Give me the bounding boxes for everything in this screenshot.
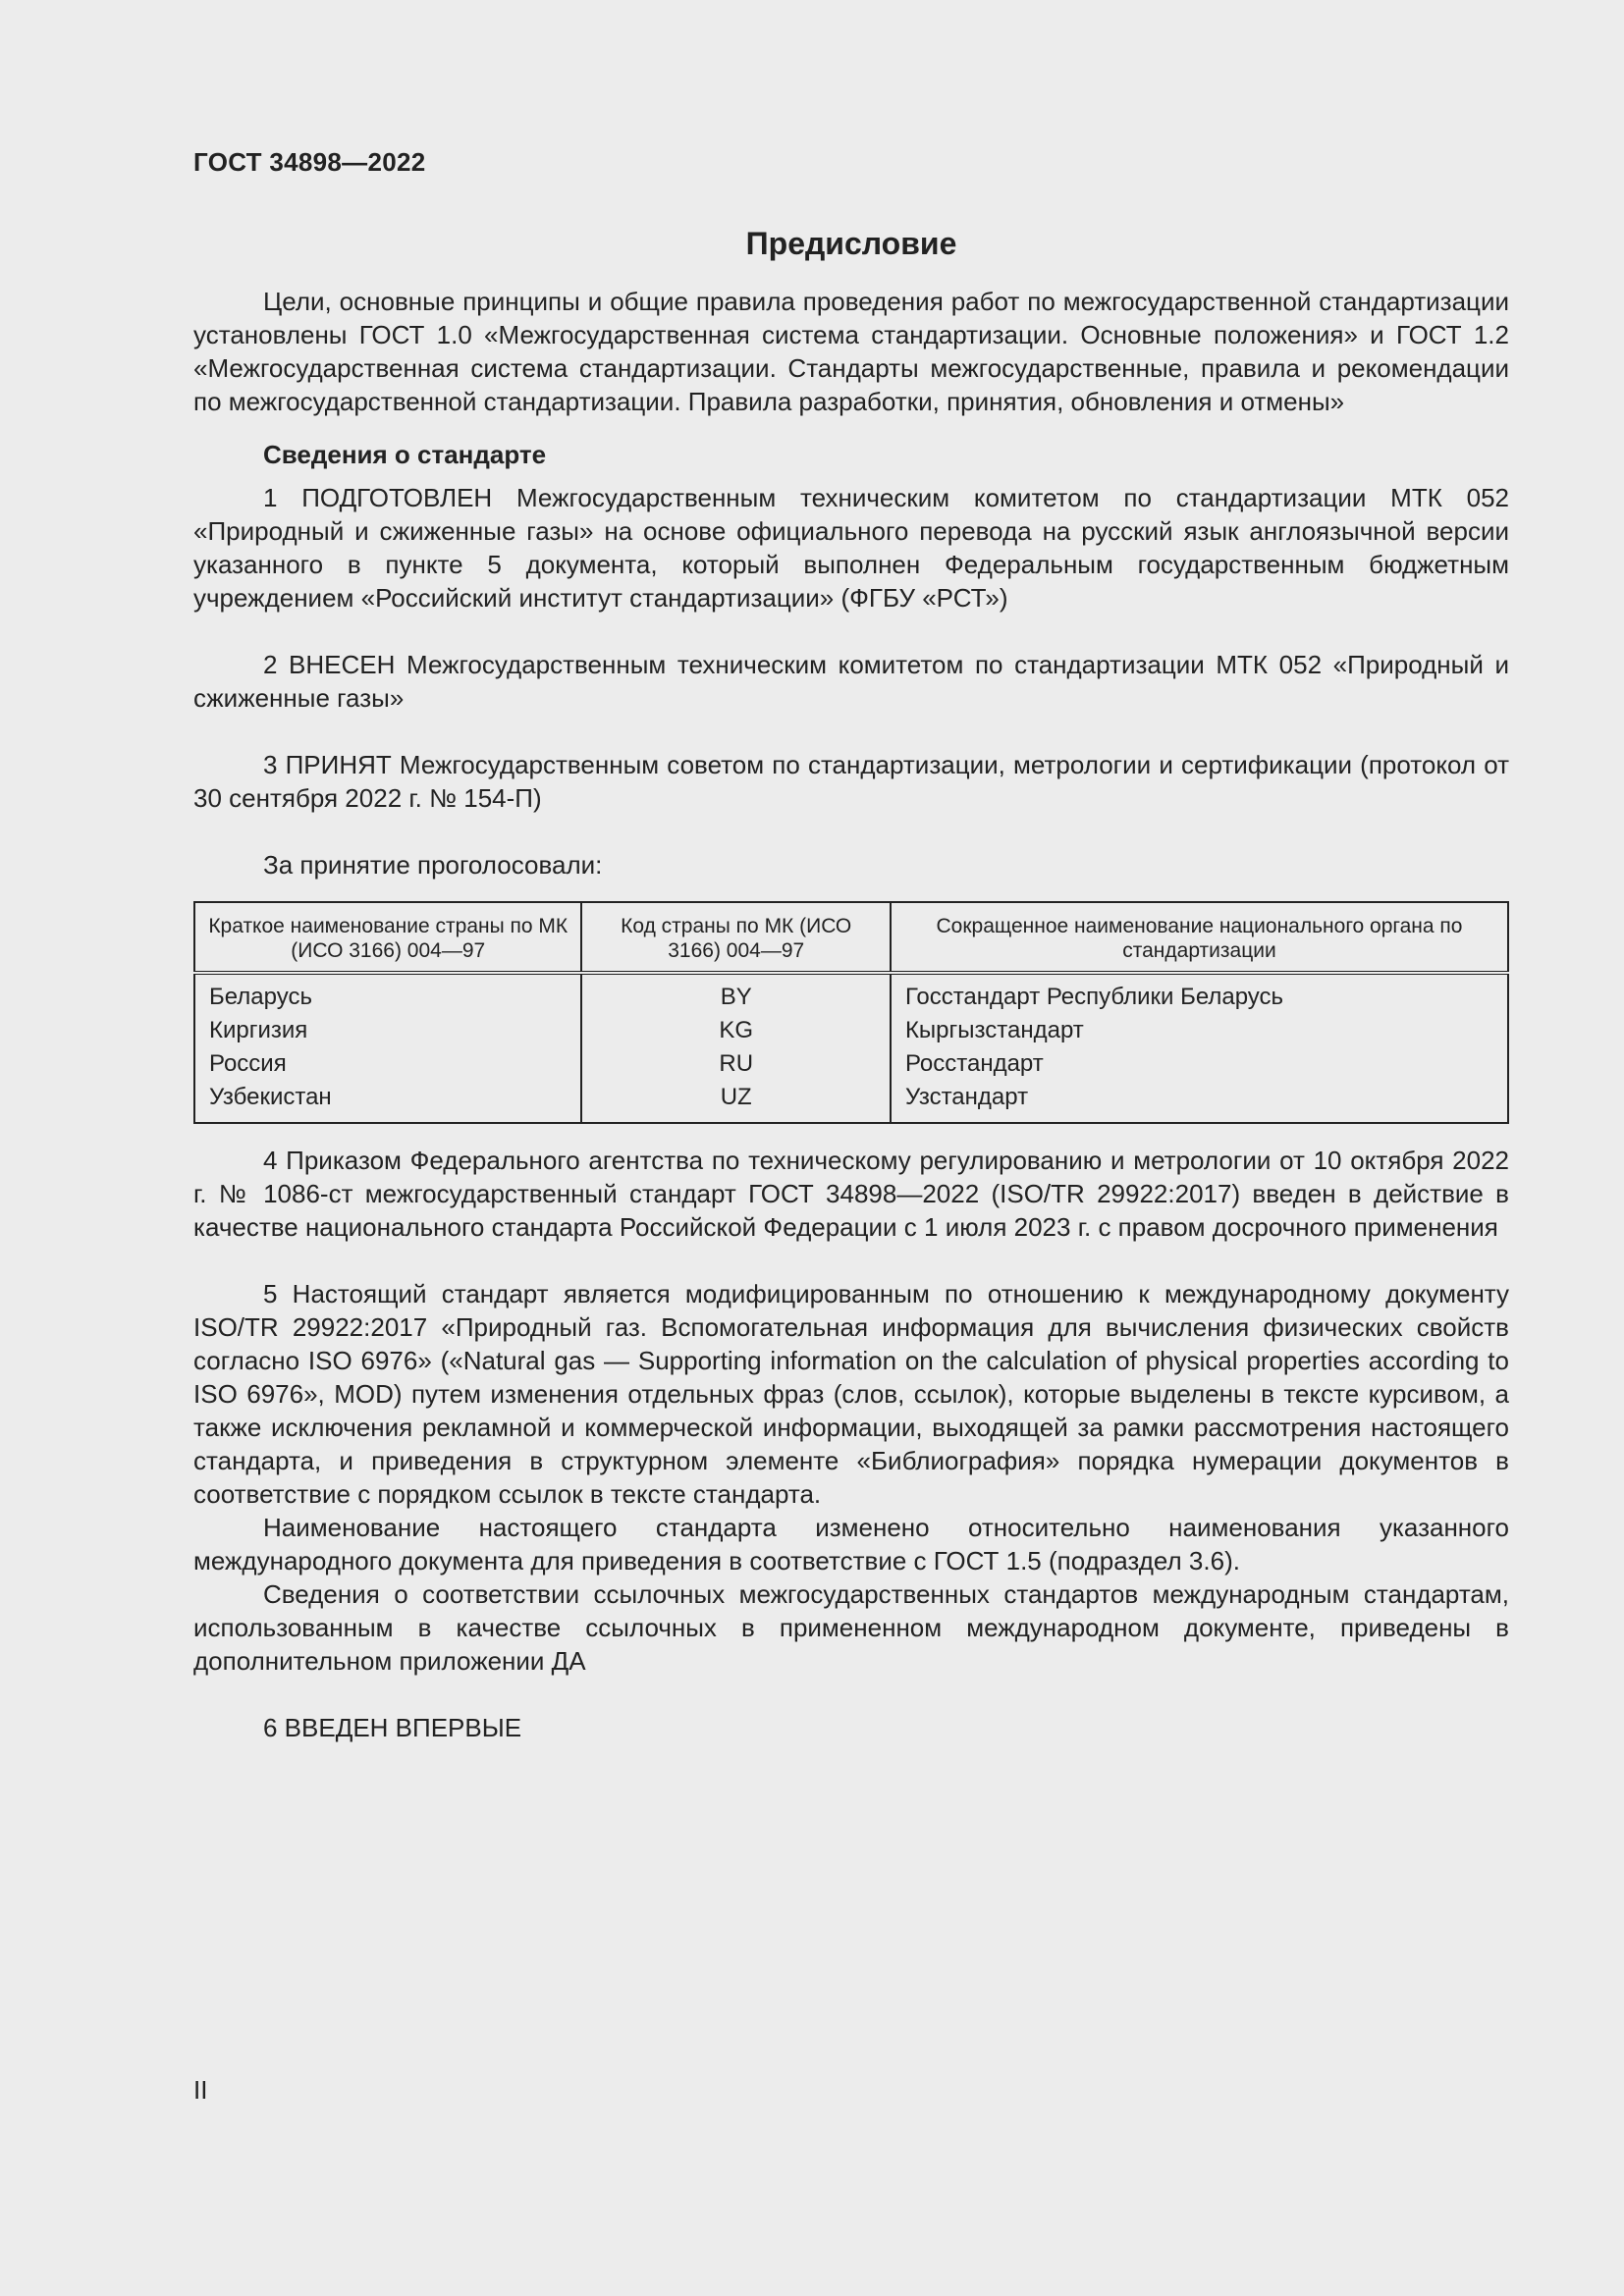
subheading: Сведения о стандарте [263,440,547,469]
country-code: KG [719,1017,754,1043]
standards-body-column [891,973,1508,1123]
country-column [194,973,581,1123]
document-code-header: ГОСТ 34898—2022 [193,147,426,177]
country-name: Беларусь [209,984,312,1010]
vote-intro: За принятие проголосовали: [263,850,603,880]
country-code: UZ [720,1084,752,1110]
page-number: II [193,2075,208,2105]
intro-paragraph: Цели, основные принципы и общие правила проведения работ по межгосударственной стандартизации установлены ГОСТ 1.0 «Межгосударственная система стандартизации. Основные положения» и ГОСТ 1.2 «Межгосударственная система стандартизации. Стандарты межгосударственные, правила и рекомендации по межгосударственной стандартизации. Правила разработки, принятия, обновления и отмены» [193,287,1509,416]
table-header-code: Код страны по МК (ИСО 3166) 004—97 [581,902,890,973]
country-code: RU [719,1050,754,1077]
item-4-paragraph: 4 Приказом Федерального агентства по техническому регулированию и метрологии от 10 октября 2022 г. № 1086-ст межгосударственный стандарт ГОСТ 34898—2022 (ISO/TR 29922:2017) введен в действие в качестве национального стандарта Российской Федерации с 1 июля 2023 г. с правом досрочного применения [193,1146,1509,1242]
table-header-body: Сокращенное наименование национального органа по стандартизации [891,902,1508,973]
standards-body-name: Росстандарт [904,1050,1044,1077]
country-name: Узбекистан [209,1084,332,1110]
item-1-paragraph: 1 ПОДГОТОВЛЕН Межгосударственным техническим комитетом по стандартизации МТК 052 «Природный и сжиженные газы» на основе официального перевода на русский язык англоязычной версии указанного в пункте 5 документа, который выполнен Федеральным государственным бюджетным учреждением «Российский институт стандартизации» (ФГБУ «РСТ») [193,483,1509,613]
country-name: Россия [209,1050,287,1077]
item-5-references-paragraph: Сведения о соответствии ссылочных межгосударственных стандартов международным стандартам, использованным в качестве ссылочных в примененном международном документе, приведены в дополнительном приложении ДА [193,1579,1509,1676]
country-name: Киргизия [209,1017,308,1043]
table-body-row [194,973,1508,1123]
standards-body-name: Узстандарт [904,1084,1029,1110]
item-2-paragraph: 2 ВНЕСЕН Межгосударственным техническим комитетом по стандартизации МТК 052 «Природный и сжиженные газы» [193,650,1509,713]
voting-countries-table [193,901,1509,1124]
code-column [581,973,890,1123]
table-header-country: Краткое наименование страны по МК (ИСО 3166) 004—97 [194,902,581,973]
item-5-name-change-paragraph: Наименование настоящего стандарта изменено относительно наименования указанного международного документа для приведения в соответствие с ГОСТ 1.5 (подраздел 3.6). [193,1513,1509,1575]
item-5-paragraph: 5 Настоящий стандарт является модифицированным по отношению к международному документу ISO/TR 29922:2017 «Природный газ. Вспомогательная информация для вычисления физических свойств согласно ISO 6976» («Natural gas — Supporting information on the calculation of physical properties according to ISO 6976», MOD) путем изменения отдельных фраз (слов, ссылок), которые выделены в тексте курсивом, а также исключения рекламной и коммерческой информации, выходящей за рамки рассмотрения настоящего стандарта, и приведения в структурном элементе «Библиография» порядка нумерации документов в соответствие с порядком ссылок в тексте стандарта. [193,1279,1509,1509]
item-3-paragraph: 3 ПРИНЯТ Межгосударственным советом по стандартизации, метрологии и сертификации (протокол от 30 сентября 2022 г. № 154-П) [193,750,1509,813]
country-code: BY [720,984,752,1010]
standards-body-name: Госстандарт Республики Беларусь [904,984,1284,1010]
standards-body-name: Кыргызстандарт [904,1017,1084,1043]
document-body [193,285,1509,1744]
page-title: Предисловие [745,226,957,261]
item-6-paragraph: 6 ВВЕДЕН ВПЕРВЫЕ [263,1713,522,1742]
